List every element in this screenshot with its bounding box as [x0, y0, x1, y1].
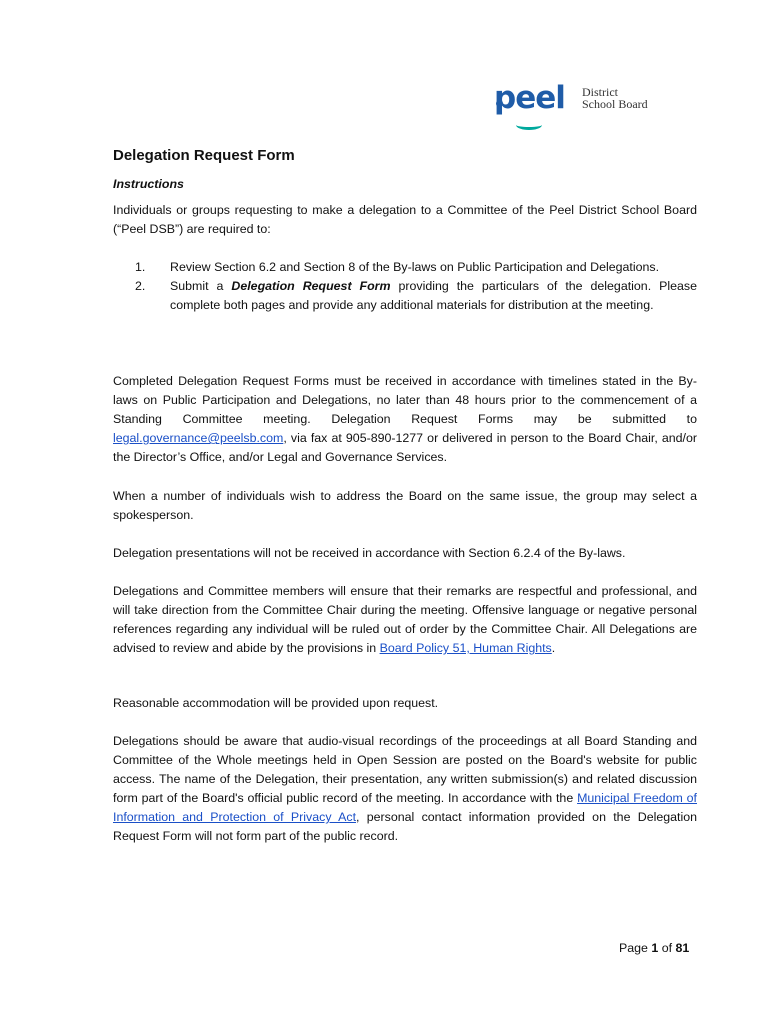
- logo-smile-icon: [516, 120, 542, 130]
- conduct-text-pre: Delegations and Committee members will ensure that their remarks are respectful and professional, and will take direction from the Committee Chair during the meeting. Offensive language or negative personal references regarding any individual will be ruled out of order by the Committee Chair. All Delegations are advised to review and abide by the provisions in: [113, 584, 697, 655]
- spokesperson-paragraph: When a number of individuals wish to address the Board on the same issue, the group may select a spokesperson.: [113, 489, 697, 522]
- presentations-paragraph: Delegation presentations will not be received in accordance with Section 6.2.4 of the By-laws.: [113, 546, 626, 560]
- steps-list: [113, 258, 697, 315]
- step-number: 2.: [135, 279, 146, 293]
- completed-text-pre: Completed Delegation Request Forms must be received in accordance with timelines stated in the By-laws on Public Participation and Delegations, no later than 48 hours prior to the commencement of a Standing Committee meeting. Delegation Request Forms may be submitted to: [113, 374, 697, 426]
- logo-line1: District: [582, 85, 618, 99]
- list-item: [113, 258, 697, 277]
- policy-link[interactable]: Board Policy 51, Human Rights: [379, 641, 552, 655]
- step-emphasis: Delegation Request Form: [231, 279, 391, 293]
- privacy-act-link[interactable]: Municipal Freedom of Information and Protection of Privacy Act: [113, 791, 697, 824]
- completed-paragraph: [113, 372, 697, 467]
- intro-paragraph: Individuals or groups requesting to make a delegation to a Committee of the Peel District School Board (“Peel DSB”) are required to:: [113, 203, 697, 236]
- current-page: 1: [651, 941, 659, 955]
- total-pages: 81: [675, 941, 690, 955]
- step-text: Review Section 6.2 and Section 8 of the By-laws on Public Participation and Delegations.: [170, 260, 660, 274]
- recordings-paragraph: [113, 732, 697, 846]
- conduct-paragraph: [113, 582, 697, 658]
- logo-brand: peel: [494, 80, 565, 116]
- page-label-of: of: [658, 941, 676, 955]
- recordings-text-pre: Delegations should be aware that audio-visual recordings of the proceedings at all Board Standing and Committee of the Whole meetings held in Open Session are posted on the Board's website for public access. The name of the Delegation, their presentation, any written submission(s) and related discussion form part of the Board's official public record of the meeting. In accordance with the: [113, 734, 697, 805]
- step-text: [170, 277, 697, 315]
- page-label: Page: [619, 941, 652, 955]
- peel-logo: [494, 80, 674, 130]
- section-heading: Instructions: [113, 177, 184, 191]
- email-link[interactable]: legal.governance@peelsb.com: [113, 431, 284, 445]
- step-number: 1.: [135, 260, 146, 274]
- step-text-pre: Submit a: [170, 279, 232, 293]
- list-item: [113, 277, 697, 315]
- completed-text-post: , via fax at 905-890-1277 or delivered in person to the Board Chair, and/or the Director’s Office, and/or Legal and Governance Services.: [113, 431, 697, 464]
- recordings-text-post: , personal contact information provided on the Delegation Request Form will not form part of the public record.: [113, 810, 697, 843]
- page-title: Delegation Request Form: [113, 147, 295, 164]
- logo-line2: School Board: [582, 97, 648, 111]
- conduct-text-post: .: [551, 641, 556, 655]
- accommodation-paragraph: Reasonable accommodation will be provided upon request.: [113, 696, 439, 710]
- step-text-post: providing the particulars of the delegation. Please complete both pages and provide any additional materials for distribution at the meeting.: [170, 279, 697, 312]
- logo-board-name: [582, 86, 648, 110]
- page-number: [619, 941, 689, 955]
